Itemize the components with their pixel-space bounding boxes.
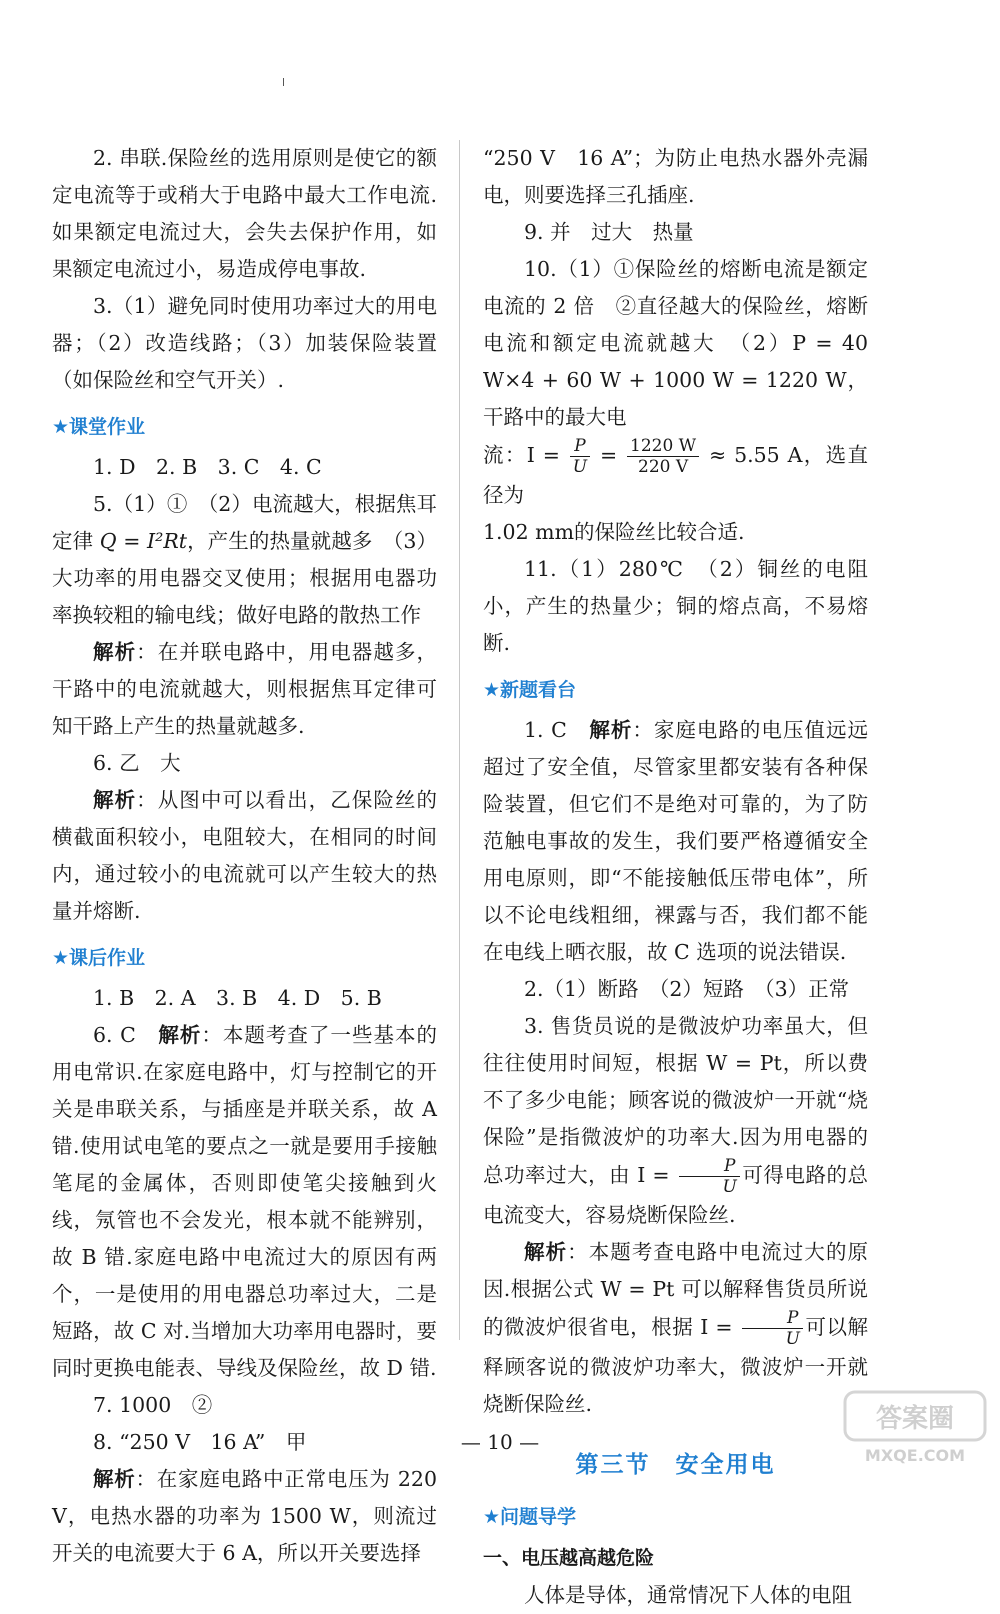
new-question-3: 3. 售货员说的是微波炉功率虽大，但往往使用时间短，根据 W = Pt，所以费不了多少电能；顾客说的微波炉一开就“烧保险”是指微波炉的功率大.因为用电器的总功率过大，由 I = $\frac{P}{U}$ 可得电路的总电流变大，容易烧断保险丝. bbox=[483, 1014, 869, 1227]
section-heading-new-questions: ★新题看台 bbox=[483, 679, 577, 701]
fraction-p-over-u: $\frac{P}{U}$ bbox=[679, 1156, 740, 1197]
fraction-p-over-u: $\frac{P}{U}$ bbox=[742, 1308, 803, 1349]
current-formula-line: 流：I = $\frac{P}{U}$ = $\frac{1220 W}{220 V}$ ≈ 5.55 A，选直径为 bbox=[483, 436, 868, 507]
fuse-diameter-line: 1.02 mm的保险丝比较合适. bbox=[483, 520, 745, 544]
homework-answer-8: 8. “250 V 16 A” 甲 bbox=[93, 1430, 307, 1454]
subheading-voltage-danger: 一、电压越高越危险 bbox=[483, 1547, 655, 1569]
left-column bbox=[52, 140, 437, 1572]
watermark-logo bbox=[840, 1387, 990, 1467]
joule-law-formula: Q = I²Rt bbox=[99, 529, 187, 553]
new-question-1: 1. C 解析：家庭电路的电压值远远超过了安全值，尽管家里都安装有各种保险装置，但它们不是绝对可靠的，为了防范触电事故的发生，我们要严格遵循安全用电原则，即“不能接触低压带电体”，所以不论电线粗细，裸露与否，我们都不能在电线上晒衣服，故 C 选项的说法错误. bbox=[483, 718, 868, 964]
homework-answer-9: 9. 并 过大 热量 bbox=[524, 220, 694, 244]
homework-answer-11: 11.（1）280℃ （2）铜丝的电阻小，产生的热量少；铜的熔点高，不易熔断. bbox=[483, 557, 868, 655]
section-heading-guided-study: ★问题导学 bbox=[483, 1506, 577, 1528]
homework-answers-1-5: 1. B 2. A 3. B 4. D 5. B bbox=[93, 986, 382, 1010]
section-heading-homework: ★课后作业 bbox=[52, 947, 146, 969]
answer-6: 6. 乙 大 bbox=[93, 751, 181, 775]
section-title-safe-electricity: 第三节 安全用电 bbox=[575, 1452, 776, 1478]
analysis-6: 解析：从图中可以看出，乙保险丝的横截面积较小，电阻较大，在相同的时间内，通过较小的电流就可以产生较大的热量并熔断. bbox=[52, 788, 438, 923]
homework-answer-7: 7. 1000 ② bbox=[93, 1393, 213, 1417]
section-heading-classwork: ★课堂作业 bbox=[52, 416, 146, 438]
answer-5: 5.（1）① （2）电流越大，根据焦耳定律 Q = I²Rt，产生的热量就越多 （3）大功率的用电器交叉使用；根据用电器功率换较粗的输电线；做好电路的散热工作 bbox=[52, 492, 437, 627]
answer-3: 3.（1）避免同时使用功率过大的用电器；（2）改造线路；（3）加装保险装置（如保险丝和空气开关）. bbox=[52, 294, 437, 392]
answer-2: 2. 串联.保险丝的选用原则是使它的额定电流等于或稍大于电路中最大工作电流.如果额定电流过大，会失去保护作用，如果额定电流过小，易造成停电事故. bbox=[52, 146, 437, 281]
svg-text:MXQE.COM: MXQE.COM bbox=[864, 1446, 966, 1465]
analysis-8-continued: “250 V 16 A”；为防止电热水器外壳漏电，则要选择三孔插座. bbox=[483, 146, 868, 207]
analysis-5: 解析：在并联电路中，用电器越多，干路中的电流就越大，则根据焦耳定律可知干路上产生的热量就越多. bbox=[52, 640, 438, 738]
analysis-8: 解析：在家庭电路中正常电压为 220 V，电热水器的功率为 1500 W，则流过开关的电流要大于 6 A，所以开关要选择 bbox=[52, 1467, 437, 1565]
body-resistance-text: 人体是导体，通常情况下人体的电阻 bbox=[524, 1583, 852, 1607]
svg-text:答案圈: 答案圈 bbox=[875, 1404, 955, 1434]
homework-answer-6: 6. C 解析：本题考查了一些基本的用电常识.在家庭电路中，灯与控制它的开关是串联关系，与插座是并联关系，故 A 错.使用试电笔的要点之一就是要用手接触笔尾的金属体，否则即使笔尖接触到火线，氖管也不会发光，根本就不能辨别，故 B 错.家庭电路中电流过大的原因有两个，一是使用的用电器总功率过大，二是短路，故 C 对.当增加大功率用电器时，要同时更换电能表、导线及保险丝，故 D 错. bbox=[52, 1023, 437, 1380]
scan-mark bbox=[283, 78, 284, 86]
column-divider bbox=[459, 140, 460, 1340]
new-question-2: 2.（1）断路 （2）短路 （3）正常 bbox=[524, 977, 850, 1001]
fraction-1220w-over-220v: $\frac{1220 W}{220 V}$ bbox=[627, 436, 699, 477]
page-number: — 10 — bbox=[460, 1430, 540, 1454]
right-column bbox=[483, 140, 868, 1614]
answers-1-4: 1. D 2. B 3. C 4. C bbox=[93, 455, 322, 479]
fraction-p-over-u: $\frac{P}{U}$ bbox=[570, 436, 590, 477]
homework-answer-10: 10.（1）①保险丝的熔断电流是额定电流的 2 倍 ②直径越大的保险丝，熔断电流和额定电流就越大 （2）P = 40 W×4 + 60 W + 1000 W = 1220 W，干路中的最大电 bbox=[483, 257, 868, 429]
analysis-new-question-3: 解析：本题考查电路中电流过大的原因.根据公式 W = Pt 可以解释售货员所说的微波炉很省电，根据 I = $\frac{P}{U}$ 可以解释顾客说的微波炉功率大，微波炉一开就烧断保险丝. bbox=[483, 1240, 869, 1416]
